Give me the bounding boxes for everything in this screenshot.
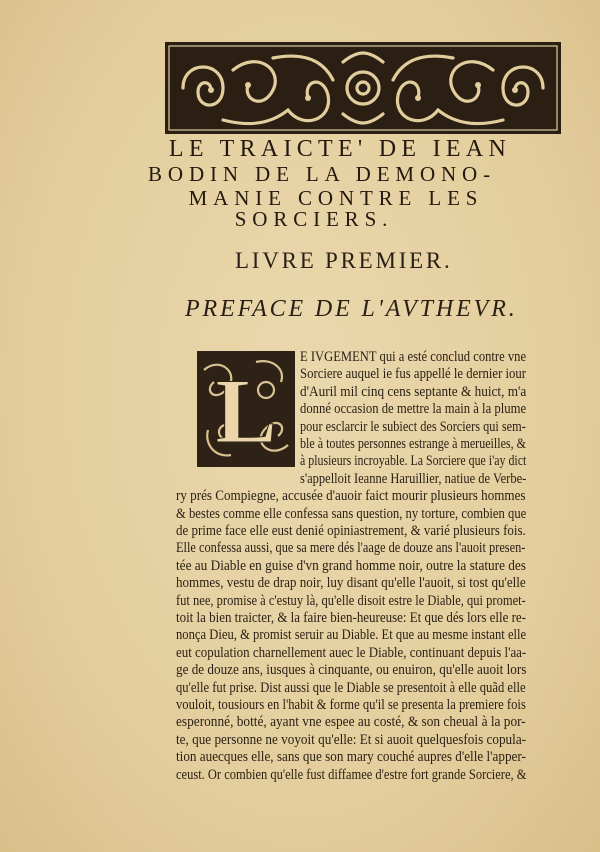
title-line-4: SORCIERS. <box>234 207 394 231</box>
body-line: Elle confessa aussi, que sa mere dés l'aage de douze ans l'auoit presen- <box>176 540 526 557</box>
book-heading: LIVRE PREMIER. <box>235 248 453 273</box>
body-line: hommes, vestu de drap noir, luy disant qu'elle l'auoit, si tost qu'elle <box>176 575 526 592</box>
body-line: à plusieurs incroyable. La Sorciere que i'ay dict <box>300 453 527 470</box>
drop-cap-letter: L <box>215 360 277 462</box>
body-line: s'appelloit Ieanne Haruillier, natiue de Verbe- <box>300 470 527 487</box>
body-line: E IVGEMENT qui a esté conclud contre vne <box>300 349 527 365</box>
body-line: ge de douze ans, iusques à cinquante, ou enuiron, qu'elle auoit lors <box>176 662 527 679</box>
decorated-initial-letter <box>196 350 296 468</box>
ornamental-headpiece <box>163 40 563 136</box>
body-line: donné occasion de mettre la main à la plume <box>300 401 527 418</box>
title-line-1: LE TRAICTE' DE IEAN <box>168 136 512 162</box>
body-line: & bestes comme elle confessa sans question, ny torture, combien que <box>176 505 527 522</box>
body-line: tée au Diable en guise d'vn grand homme noir, outre la stature des <box>176 557 526 574</box>
body-line: ble à toutes personnes estrange à merueilles, & <box>300 436 527 452</box>
body-line: te, que personne ne voyoit qu'elle: Et si auoit quelquesfois copula- <box>176 731 527 748</box>
preface-heading: PREFACE DE L'AVTHEVR. <box>185 296 518 322</box>
body-line: vouloit, tousiours en l'habit & forme qu'il se presenta la premiere fois <box>176 697 526 713</box>
body-line: nonça Dieu, & promist seruir au Diable. Et que au mesme instant elle <box>176 627 527 644</box>
body-line: esperonné, botté, ayant vne espee au costé, & son cheual à la por- <box>176 714 526 731</box>
body-line: qu'elle fut prise. Dist aussi que le Diable se presentoit à elle quãd elle <box>176 679 526 696</box>
title-line-2: BODIN DE LA DEMONO- <box>148 162 496 186</box>
body-line: eut copulation charnellement auec le Diable, continuant depuis l'aa- <box>176 644 527 661</box>
body-line: Sorciere auquel ie fus appellé le dernier iour <box>300 366 527 383</box>
body-line: de prime face elle eust denié opiniastrement, & varié plusieurs fois. <box>176 523 526 539</box>
title-line-3: MANIE CONTRE LES <box>188 186 484 210</box>
body-line: ceust. Or combien qu'elle fust diffamee d'estre fort grande Sorciere, & <box>176 766 527 783</box>
body-line: pour esclarcir le subiect des Sorciers qui sem- <box>300 418 526 435</box>
body-line: ry prés Compiegne, accusée d'auoir faict mourir plusieurs hommes <box>176 488 526 505</box>
body-line: fut nee, promise à c'estuy là, qu'elle disoit estre le Diable, qui promet- <box>176 592 526 609</box>
body-line: d'Auril mil cinq cens septante & huict, m'a <box>300 383 527 400</box>
body-line: toit la bien traicter, & la faire bien-heureuse: Et que dés lors elle re- <box>176 610 526 626</box>
body-line: tion auecques elle, sans que son mary couché aupres d'elle l'apper- <box>176 749 526 766</box>
